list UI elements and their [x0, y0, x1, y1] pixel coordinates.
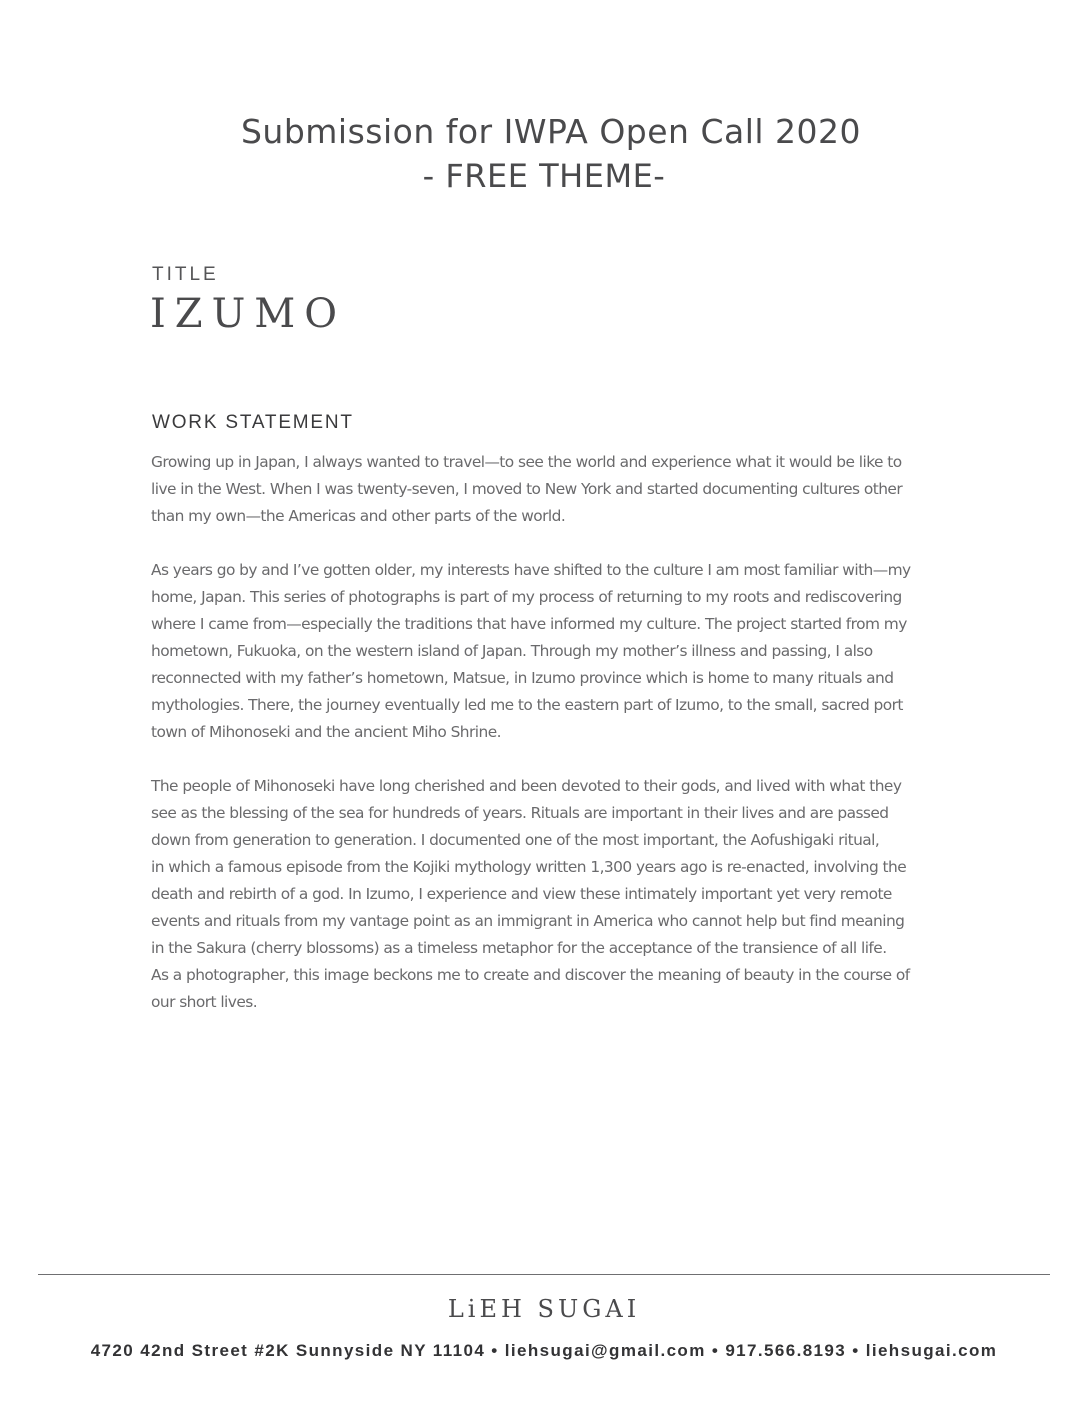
- statement-line: than my own—the Americas and other parts of the world.: [151, 507, 566, 525]
- statement-line: As years go by and I’ve gotten older, my interests have shifted to the culture I am most familiar with—my: [151, 561, 911, 579]
- statement-line: in the Sakura (cherry blossoms) as a timeless metaphor for the acceptance of the transience of all life.: [151, 939, 887, 957]
- statement-paragraph-3: [151, 773, 941, 1016]
- statement-line: reconnected with my father’s hometown, Matsue, in Izumo province which is home to many rituals and: [151, 669, 894, 687]
- statement-line: The people of Mihonoseki have long cherished and been devoted to their gods, and lived with what they: [151, 777, 902, 795]
- statement-line: see as the blessing of the sea for hundreds of years. Rituals are important in their lives and are passed: [151, 804, 889, 822]
- statement-line: in which a famous episode from the Kojiki mythology written 1,300 years ago is re-enacted, involving the: [151, 858, 907, 876]
- submission-title: Submission for IWPA Open Call 2020: [240, 112, 862, 151]
- statement-line: where I came from—especially the traditions that have informed my culture. The project started from my: [151, 615, 907, 633]
- submission-theme: - FREE THEME-: [422, 157, 666, 195]
- contact-info: 4720 42nd Street #2K Sunnyside NY 11104 • liehsugai@gmail.com • 917.566.8193 • liehsugai.com: [90, 1341, 998, 1360]
- page-header: [0, 108, 1088, 198]
- statement-line: home, Japan. This series of photographs is part of my process of returning to my roots and rediscovering: [151, 588, 902, 606]
- work-statement-heading: WORK STATEMENT: [152, 412, 354, 433]
- statement-paragraph-1: [151, 449, 941, 530]
- statement-line: live in the West. When I was twenty-seven, I moved to New York and started documenting cultures other: [151, 480, 903, 498]
- footer-divider: [38, 1274, 1050, 1275]
- statement-line: down from generation to generation. I documented one of the most important, the Aofushigaki ritual,: [151, 831, 880, 849]
- statement-line: events and rituals from my vantage point as an immigrant in America who cannot help but find meaning: [151, 912, 905, 930]
- statement-line: hometown, Fukuoka, on the western island of Japan. Through my mother’s illness and passing, I also: [151, 642, 873, 660]
- statement-line: Growing up in Japan, I always wanted to travel—to see the world and experience what it would be like to: [151, 453, 902, 471]
- author-name: LiEH SUGAI: [447, 1295, 641, 1323]
- statement-paragraph-2: [151, 557, 941, 746]
- work-statement-body: [151, 449, 941, 1043]
- statement-line: As a photographer, this image beckons me to create and discover the meaning of beauty in the course of: [151, 966, 910, 984]
- statement-line: mythologies. There, the journey eventually led me to the eastern part of Izumo, to the small, sacred port: [151, 696, 903, 714]
- title-label: TITLE: [152, 264, 219, 285]
- statement-line: town of Mihonoseki and the ancient Miho Shrine.: [151, 723, 501, 741]
- work-title: IZUMO: [150, 291, 347, 337]
- statement-line: death and rebirth of a god. In Izumo, I experience and view these intimately important yet very remote: [151, 885, 892, 903]
- statement-line: our short lives.: [151, 993, 258, 1011]
